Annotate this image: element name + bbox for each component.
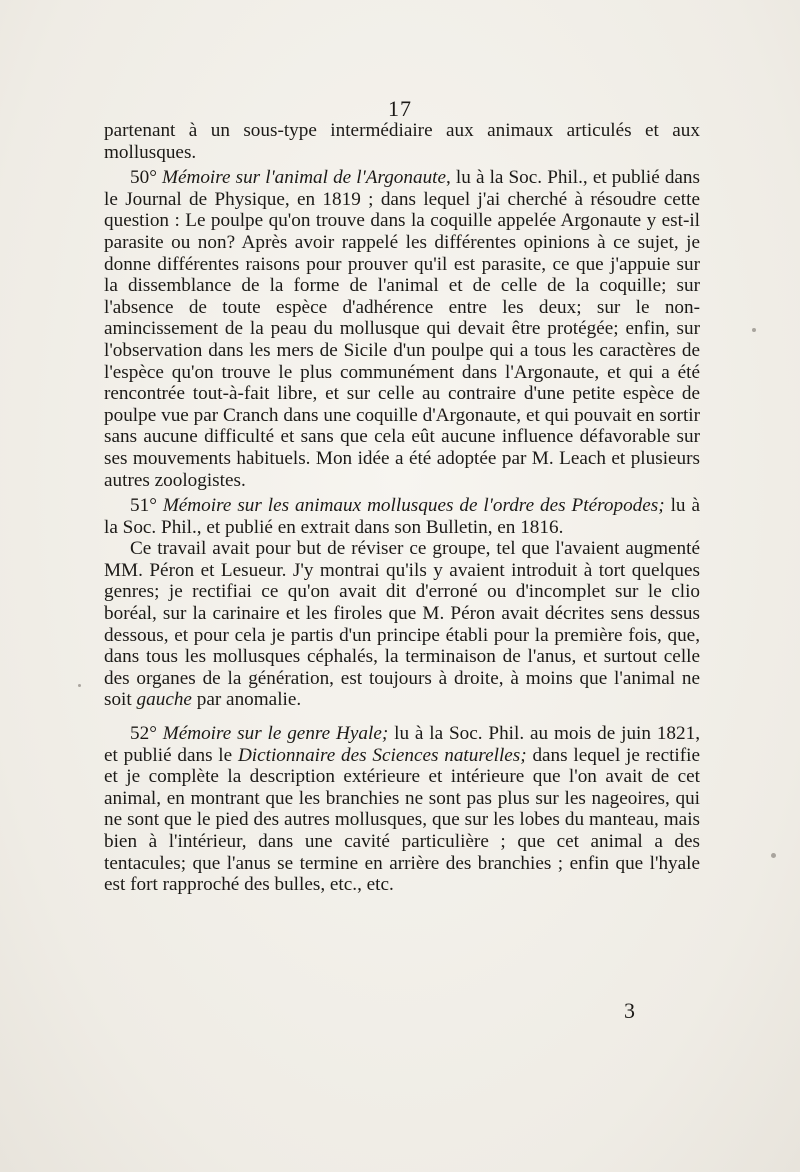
- text-segment: partenant à un sous-type intermédiaire aux animaux articulés et aux mollusques.: [104, 120, 700, 163]
- paragraph-item-50: [104, 167, 700, 491]
- italic-title-segment: Mémoire sur les animaux mollusques de l'ordre des Ptéropodes;: [162, 495, 665, 517]
- text-segment: 51°: [130, 495, 163, 517]
- paragraph-item-51-detail: [104, 538, 700, 711]
- page-number: 17: [388, 96, 412, 121]
- paragraph-intro: [104, 120, 700, 163]
- text-segment: par anomalie.: [191, 689, 302, 711]
- italic-title-segment: Mémoire sur l'animal de l'Argonaute: [161, 167, 447, 189]
- text-segment: lu à la Soc. Phil., et publié en extrait dans son Bulletin, en 1816.: [104, 495, 700, 538]
- text-segment: dans lequel je rectifie et je complète la description extérieure et intérieure que l'on avait de cet animal, en montrant que les branchies ne sont pas plus sur les nageoires, qui ne sont que le pied des autres mollusques, que sur les lobes du manteau, mais bien à l'intérieur, dans une cavité particulière ; que cet animal a des tentacules; que l'anus se termine en arrière des branchies ; enfin que l'hyale est fort rapproché des bulles, etc., etc.: [104, 744, 701, 896]
- signature-mark: 3: [624, 998, 635, 1023]
- body-text: [104, 120, 700, 896]
- text-segment: , lu à la Soc. Phil., et publié dans le Journal de Physique, en 1819 ; dans lequel j'ai cherché à résoudre cette question : Le poulpe qu'on trouve dans la coquille appelée Argonaute y est-il parasite ou non? Après avoir rappelé les différentes opinions à ce sujet, je donne différentes raisons pour prouver qu'il est parasite, ce que j'appuie sur la dissemblance de la forme de l'animal et de celle de la coquille; sur l'absence de toute espèce d'adhérence entre les deux; sur le non-amincissement de la peau du mollusque qui devait être protégée; enfin, sur l'observation dans les mers de Sicile d'un poulpe qui a tous les caractères de l'espèce qu'on trouve le plus communément dans l'Argonaute, et qui a été rencontrée tout-à-fait libre, et sur celle au contraire d'une petite espèce de poulpe vue par Cranch dans une coquille d'Argonaute, et qui pouvait en sortir sans aucune difficulté et sans que cela eût aucune influence défavorable sur ses mouvements habituels. Mon idée a été adoptée par M. Leach et plusieurs autres zoologistes.: [104, 167, 700, 491]
- italic-title-segment: Dictionnaire des Sciences naturelles;: [237, 744, 527, 766]
- text-segment: Ce travail avait pour but de réviser ce groupe, tel que l'avaient augmenté MM. Péron et Lesueur. J'y montrai qu'ils y avaient introduit à tort quelques genres; je rectifiai ce qu'on avait dit d'erroné ou d'incomplet sur le clio boréal, sur la carinaire et les firoles que M. Péron avait décrites sens dessus dessous, et pour cela je partis d'un principe établi pour la première fois, que, dans tous les mollusques céphalés, la terminaison de l'anus, et surtout celle des organes de la génération, est toujours à droite, à moins que l'animal ne soit: [104, 538, 700, 711]
- paragraph-item-52: [104, 723, 700, 896]
- ink-speck: [752, 328, 756, 332]
- ink-speck: [78, 684, 81, 687]
- text-segment: lu à la Soc. Phil. au mois de juin 1821, et publié dans le: [104, 723, 700, 766]
- text-segment: 50°: [130, 167, 162, 189]
- paragraph-item-51: [104, 495, 700, 538]
- ink-speck: [771, 853, 776, 858]
- italic-title-segment: gauche: [136, 689, 192, 711]
- text-segment: 52°: [130, 723, 163, 745]
- italic-title-segment: Mémoire sur le genre Hyale;: [162, 723, 389, 745]
